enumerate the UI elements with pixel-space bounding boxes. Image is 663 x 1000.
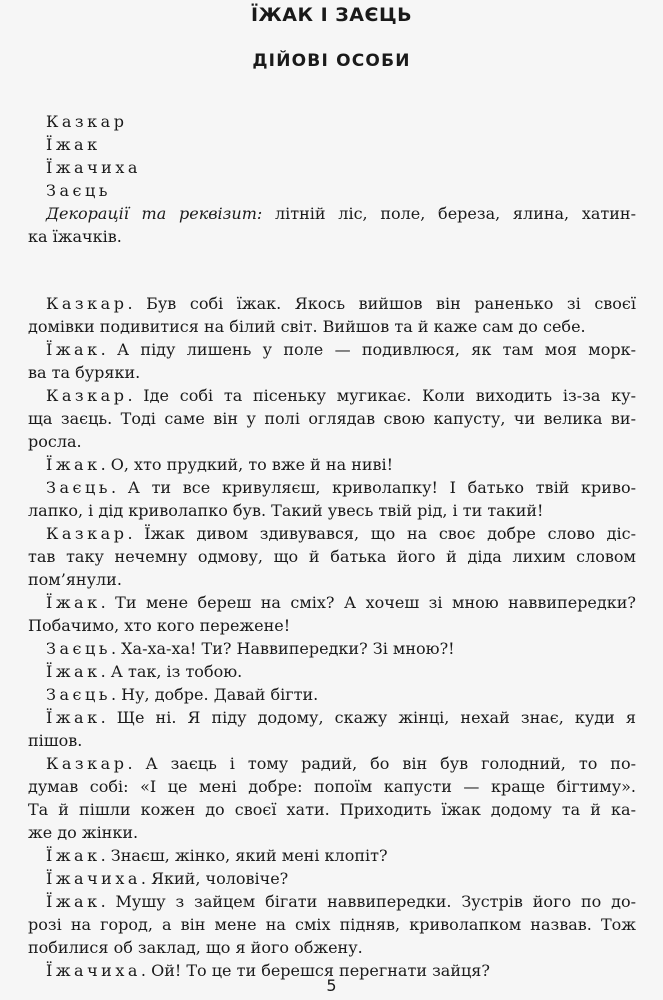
dialogue-line: Казкар. Їжак дивом здивувався, що на своє добре слово діс- xyxy=(46,524,636,543)
dialogue-line: Казкар. Іде собі та пісеньку мугикає. Коли виходить із-за ку- xyxy=(46,386,636,405)
speaker-name: Казкар xyxy=(46,524,128,543)
dialogue-line: домівки подивитися на білий світ. Вийшов та й каже сам до себе. xyxy=(28,317,586,336)
dialogue-line: Казкар. А заєць і тому радий, бо він був голодний, то по- xyxy=(46,754,636,773)
speech-text: Іде собі та пісеньку мугикає. Коли виходить із-за ку- xyxy=(132,386,636,405)
dialogue-line: Їжак. А піду лишень у поле — подивлюся, як там моя морк- xyxy=(46,340,636,359)
dialogue-line: пішов. xyxy=(28,731,83,750)
speech-text: Ну, добре. Давай бігти. xyxy=(116,685,319,704)
dialogue-line: Заєць. Ну, добре. Давай бігти. xyxy=(46,685,319,704)
speaker-name: Їжачиха xyxy=(46,961,141,980)
speech-text: Був собі їжак. Якось вийшов він раненько зі своєї xyxy=(132,294,636,313)
speech-text: Мушу з зайцем бігати наввипередки. Зустрів його по до- xyxy=(105,892,636,911)
speech-text: А піду лишень у поле — подивлюся, як там моя морк- xyxy=(105,340,636,359)
speaker-name: Казкар xyxy=(46,754,128,773)
dialogue-line: побилися об заклад, що я його обжену. xyxy=(28,938,363,957)
speaker-name: Заєць xyxy=(46,639,111,658)
dialogue-line: Їжак. О, хто прудкий, то вже й на ниві! xyxy=(46,455,394,474)
dialogue-line: Заєць. Ха-ха-ха! Ти? Наввипередки? Зі мною?! xyxy=(46,639,455,658)
speaker-name: Їжак xyxy=(46,892,101,911)
speaker-name: Їжак xyxy=(46,708,101,727)
speech-text: Знаєш, жінко, який мені клопіт? xyxy=(105,846,388,865)
dialogue-line: Їжачиха. Який, чоловіче? xyxy=(46,869,289,888)
dialogue-line: думав собі: «І це мені добре: попоїм капусти — краще бігтиму». xyxy=(28,777,636,796)
character-name: Їжачиха xyxy=(46,158,141,177)
dialogue-line: Їжак. Знаєш, жінко, який мені клопіт? xyxy=(46,846,388,865)
props-text: літній ліс, поле, береза, ялина, хатин- xyxy=(262,204,637,223)
props-label: Декорації та реквізит: xyxy=(46,204,263,223)
dialogue-line: Їжак. Мушу з зайцем бігати наввипередки. Зустрів його по до- xyxy=(46,892,636,911)
character-name: Казкар xyxy=(46,112,128,131)
page-number: 5 xyxy=(326,976,337,995)
dialogue-line: росла. xyxy=(28,432,82,451)
dialogue-line: пом’янули. xyxy=(28,570,122,589)
speaker-name: Їжак xyxy=(46,340,101,359)
dialogue-line: же до жінки. xyxy=(28,823,139,842)
speaker-name: Їжачиха xyxy=(46,869,141,888)
speaker-name: Їжак xyxy=(46,593,101,612)
speech-text: Ще ні. Я піду додому, скажу жінці, нехай знає, куди я xyxy=(105,708,636,727)
speaker-name: Їжак xyxy=(46,662,101,681)
play-title: ЇЖАК І ЗАЄЦЬ xyxy=(250,4,413,26)
speaker-name: Заєць xyxy=(46,685,111,704)
speaker-name: Їжак xyxy=(46,846,101,865)
character-name: Заєць xyxy=(46,181,111,200)
dialogue-line: ща заєць. Тоді саме він у полі оглядав свою капусту, чи велика ви- xyxy=(28,409,636,428)
speaker-name: Казкар xyxy=(46,386,128,405)
speech-text: Який, чоловіче? xyxy=(145,869,289,888)
dialogue-line: Казкар. Був собі їжак. Якось вийшов він раненько зі своєї xyxy=(46,294,636,313)
character-name: Їжак xyxy=(46,135,101,154)
dialogue-line: Їжачиха. Ой! То це ти берешся перегнати зайця? xyxy=(46,961,490,980)
dialogue-line: Їжак. А так, із тобою. xyxy=(46,662,243,681)
speech-text: Ти мене береш на сміх? А хочеш зі мною наввипередки? xyxy=(105,593,636,612)
speech-text: А ти все кривуляєш, криволапку! І батько твій криво- xyxy=(116,478,636,497)
dialogue-line: Заєць. А ти все кривуляєш, криволапку! І батько твій криво- xyxy=(46,478,636,497)
dialogue-line: тав таку нечемну одмову, що й батька його й діда лихим словом xyxy=(28,547,636,566)
dialogue-line: Їжак. Ти мене береш на сміх? А хочеш зі мною наввипередки? xyxy=(46,593,636,612)
dialogue-line: Побачимо, хто кого пережене! xyxy=(28,616,291,635)
speaker-name: Заєць xyxy=(46,478,111,497)
dialogue-line: розі на город, а він мене на сміх підняв, криволапком назвав. Тож xyxy=(28,915,636,934)
characters-heading: ДІЙОВІ ОСОБИ xyxy=(252,51,411,71)
speaker-name: Їжак xyxy=(46,455,101,474)
props-line: ка їжачків. xyxy=(28,227,122,246)
dialogue-line: Їжак. Ще ні. Я піду додому, скажу жінці, нехай знає, куди я xyxy=(46,708,636,727)
dialogue-line: лапко, і дід криволапко був. Такий увесь твій рід, і ти такий! xyxy=(28,501,544,520)
speech-text: А так, із тобою. xyxy=(105,662,243,681)
props-line xyxy=(46,203,636,225)
speech-text: Їжак дивом здивувався, що на своє добре слово діс- xyxy=(132,524,636,543)
speech-text: Ой! То це ти берешся перегнати зайця? xyxy=(145,961,490,980)
speech-text: Ха-ха-ха! Ти? Наввипередки? Зі мною?! xyxy=(116,639,455,658)
speech-text: О, хто прудкий, то вже й на ниві! xyxy=(105,455,394,474)
dialogue-line: Та й пішли кожен до своєї хати. Приходить їжак додому та й ка- xyxy=(28,800,636,819)
speaker-name: Казкар xyxy=(46,294,128,313)
dialogue-line: ва та буряки. xyxy=(28,363,141,382)
speech-text: А заєць і тому радий, бо він був голодний, то по- xyxy=(132,754,636,773)
